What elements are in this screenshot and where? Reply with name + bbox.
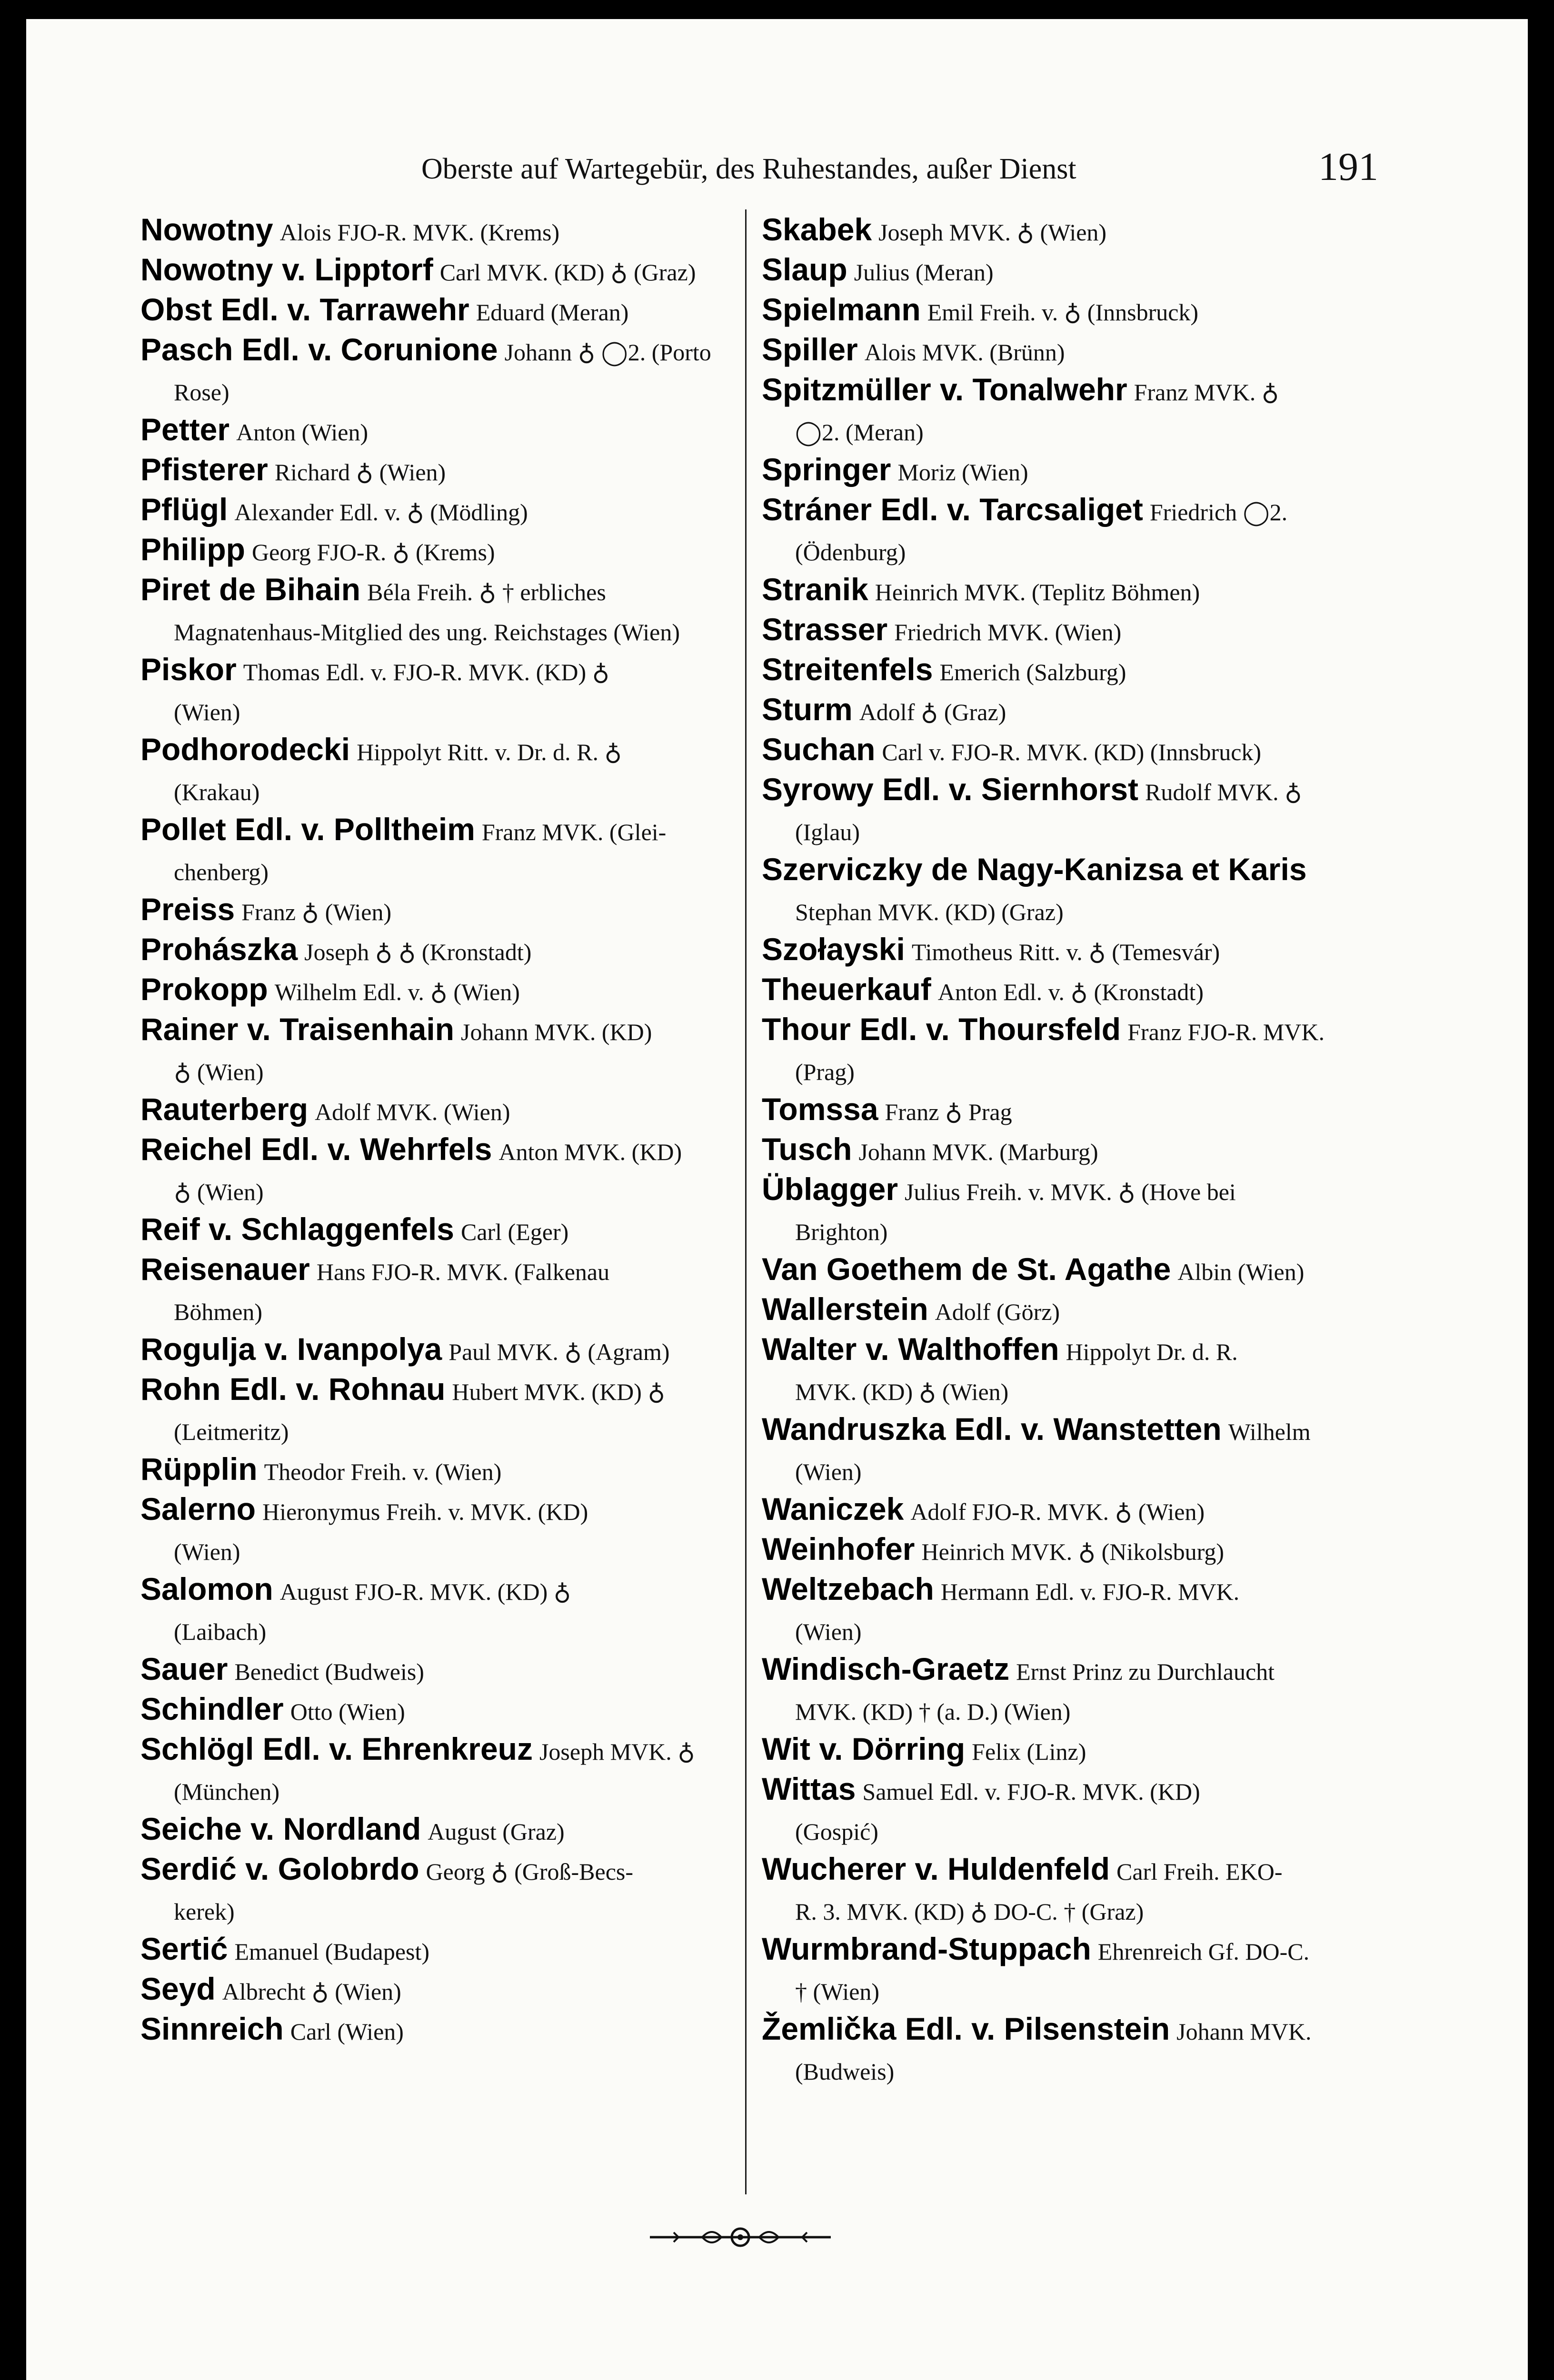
register-entry (140, 1209, 736, 1249)
register-entry (140, 649, 736, 729)
register-entry (762, 1929, 1357, 2009)
register-entry (140, 1449, 736, 1489)
entry-details: Anton MVK. (KD) (498, 1139, 682, 1165)
register-entry (762, 609, 1357, 649)
register-entry (762, 1129, 1357, 1169)
entry-name: Pflügl (140, 492, 228, 527)
entry-name: Tusch (762, 1131, 852, 1167)
entry-name: Philipp (140, 532, 245, 567)
entry-details: Adolf ♁ (Graz) (859, 699, 1006, 725)
register-entry (140, 1489, 736, 1569)
fleuron-ornament-icon (645, 2223, 836, 2251)
entry-name: Wallerstein (762, 1291, 928, 1327)
entry-details: Hippolyt Dr. d. R. (1066, 1339, 1238, 1365)
register-entry (762, 1569, 1357, 1649)
entry-continuation: (Leitmeritz) (174, 1418, 289, 1445)
register-entry (762, 1729, 1357, 1769)
entry-details: Adolf (Görz) (935, 1299, 1060, 1325)
entry-details: Wilhelm Edl. v. ♁ (Wien) (274, 979, 520, 1005)
register-entry (140, 1089, 736, 1129)
entry-name: Preiss (140, 892, 235, 927)
entry-details: Hubert MVK. (KD) ♁ (452, 1378, 665, 1405)
register-entry (140, 449, 736, 489)
entry-details: Carl (Wien) (290, 2018, 404, 2045)
entry-continuation: (Wien) (174, 1538, 240, 1565)
entry-continuation: ♁ (Wien) (174, 1179, 264, 1205)
register-entry (762, 1849, 1357, 1929)
entry-name: Rohn Edl. v. Rohnau (140, 1371, 446, 1407)
register-entry (140, 1729, 736, 1809)
register-entry (140, 1849, 736, 1929)
register-entry (762, 1769, 1357, 1849)
entry-details: Johann MVK. (KD) (461, 1019, 652, 1045)
register-entry (140, 809, 736, 889)
entry-name: Nowotny (140, 212, 273, 247)
entry-details: Johann ♁ ◯2. (Porto (504, 339, 711, 366)
entry-details: Johann MVK. (Marburg) (858, 1139, 1098, 1165)
left-column (140, 209, 736, 2049)
entry-name: Prohászka (140, 932, 298, 967)
register-entry (762, 1649, 1357, 1729)
register-entry (140, 1649, 736, 1689)
right-column (762, 209, 1357, 2089)
entry-continuation: Stephan MVK. (KD) (Graz) (795, 899, 1064, 925)
register-entry (762, 849, 1357, 929)
entry-details: Hieronymus Freih. v. MVK. (KD) (262, 1498, 588, 1525)
entry-name: Tomssa (762, 1091, 878, 1127)
entry-details: August FJO-R. MVK. (KD) ♁ (279, 1578, 571, 1605)
register-entry (140, 289, 736, 329)
entry-details: Adolf FJO-R. MVK. ♁ (Wien) (910, 1498, 1205, 1525)
register-entry (140, 329, 736, 409)
entry-name: Waniczek (762, 1491, 904, 1527)
entry-continuation: (Gospić) (795, 1818, 878, 1845)
entry-continuation: (Wien) (174, 699, 240, 725)
entry-name: Spiller (762, 332, 858, 367)
entry-name: Seyd (140, 1971, 216, 2006)
register-entry (140, 209, 736, 249)
register-entry (762, 569, 1357, 609)
register-entry (140, 409, 736, 449)
register-entry (140, 1329, 736, 1369)
entry-name: Syrowy Edl. v. Siernhorst (762, 772, 1139, 807)
entry-details: Carl Freih. EKO- (1116, 1858, 1283, 1885)
entry-details: Anton (Wien) (236, 419, 369, 446)
entry-details: Emanuel (Budapest) (234, 1938, 430, 1965)
entry-name: Rauterberg (140, 1091, 309, 1127)
register-entry (140, 529, 736, 569)
entry-details: Franz FJO-R. MVK. (1127, 1019, 1325, 1045)
entry-details: Franz MVK. ♁ (1134, 379, 1279, 406)
register-entry (140, 729, 736, 809)
entry-continuation: † (Wien) (795, 1978, 880, 2005)
column-divider (745, 209, 747, 2194)
entry-name: Slaup (762, 252, 847, 287)
entry-details: Friedrich ◯2. (1149, 499, 1288, 526)
register-entry (762, 1329, 1357, 1409)
entry-details: Benedict (Budweis) (234, 1658, 424, 1685)
entry-details: Samuel Edl. v. FJO-R. MVK. (KD) (862, 1778, 1200, 1805)
register-entry (762, 1409, 1357, 1489)
entry-name: Petter (140, 412, 230, 447)
entry-name: Wit v. Dörring (762, 1731, 966, 1766)
entry-continuation: (Iglau) (795, 819, 860, 845)
entry-continuation: MVK. (KD) ♁ (Wien) (795, 1378, 1009, 1405)
entry-continuation: kerek) (174, 1898, 235, 1925)
register-entry (762, 769, 1357, 849)
entry-details: Moriz (Wien) (897, 459, 1028, 486)
register-entry (140, 1569, 736, 1649)
entry-name: Podhorodecki (140, 732, 350, 767)
entry-name: Weltzebach (762, 1571, 934, 1606)
running-head: Oberste auf Wartegebür, des Ruhestandes, außer Dienst (421, 153, 1076, 185)
entry-continuation: chenberg) (174, 859, 269, 885)
entry-details: Alexander Edl. v. ♁ (Mödling) (234, 499, 528, 526)
register-entry (762, 1489, 1357, 1529)
entry-name: Thour Edl. v. Thoursfeld (762, 1012, 1121, 1047)
entry-continuation: (Ödenburg) (795, 539, 906, 565)
entry-details: Albin (Wien) (1177, 1259, 1305, 1285)
entry-name: Piret de Bihain (140, 572, 361, 607)
entry-details: Joseph ♁ ♁ (Kronstadt) (304, 939, 532, 965)
register-entry (762, 249, 1357, 289)
register-entry (762, 369, 1357, 449)
entry-name: Seiche v. Nordland (140, 1811, 421, 1846)
entry-details: Joseph MVK. ♁ (539, 1738, 695, 1765)
entry-continuation: (Prag) (795, 1059, 855, 1085)
register-entry (762, 1009, 1357, 1089)
register-entry (140, 969, 736, 1009)
register-entry (762, 209, 1357, 249)
register-entry (140, 1689, 736, 1729)
register-entry (140, 929, 736, 969)
entry-name: Žemlička Edl. v. Pilsenstein (762, 2011, 1170, 2046)
entry-details: Thomas Edl. v. FJO-R. MVK. (KD) ♁ (243, 659, 610, 685)
entry-details: Franz ♁ (Wien) (241, 899, 392, 925)
entry-details: Ehrenreich Gf. DO-C. (1097, 1938, 1310, 1965)
entry-details: Carl (Eger) (460, 1219, 569, 1245)
entry-details: Timotheus Ritt. v. ♁ (Temesvár) (911, 939, 1220, 965)
entry-name: Walter v. Walthoffen (762, 1331, 1059, 1367)
register-entry (762, 1249, 1357, 1289)
entry-continuation: Brighton) (795, 1219, 888, 1245)
entry-continuation: ◯2. (Meran) (795, 419, 924, 446)
entry-name: Wucherer v. Huldenfeld (762, 1851, 1110, 1886)
entry-details: Heinrich MVK. ♁ (Nikolsburg) (921, 1538, 1225, 1565)
entry-name: Nowotny v. Lipptorf (140, 252, 433, 287)
register-entry (762, 1169, 1357, 1249)
entry-continuation: Rose) (174, 379, 229, 406)
entry-name: Skabek (762, 212, 872, 247)
register-entry (140, 1009, 736, 1089)
entry-continuation: Magnatenhaus-Mitglied des ung. Reichstages (Wien) (174, 619, 680, 645)
entry-name: Suchan (762, 732, 876, 767)
register-entry (762, 729, 1357, 769)
entry-name: Windisch-Graetz (762, 1651, 1010, 1686)
register-entry (762, 929, 1357, 969)
entry-details: Anton Edl. v. ♁ (Kronstadt) (937, 979, 1204, 1005)
entry-details: Alois FJO-R. MVK. (Krems) (279, 219, 560, 246)
entry-details: Emerich (Salzburg) (939, 659, 1126, 685)
entry-continuation: MVK. (KD) † (a. D.) (Wien) (795, 1698, 1071, 1725)
entry-details: Franz ♁ Prag (885, 1099, 1012, 1125)
entry-continuation: (München) (174, 1778, 280, 1805)
entry-name: Reichel Edl. v. Wehrfels (140, 1131, 492, 1167)
entry-name: Reisenauer (140, 1251, 310, 1287)
entry-name: Sturm (762, 692, 853, 727)
entry-name: Stranik (762, 572, 868, 607)
entry-name: Spitzmüller v. Tonalwehr (762, 372, 1127, 407)
entry-details: Hermann Edl. v. FJO-R. MVK. (940, 1578, 1240, 1605)
register-entry (140, 1369, 736, 1449)
register-entry (762, 2009, 1357, 2089)
entry-continuation: Böhmen) (174, 1299, 263, 1325)
entry-name: Pollet Edl. v. Polltheim (140, 812, 475, 847)
register-entry (140, 1969, 736, 2009)
register-entry (762, 1289, 1357, 1329)
entry-name: Springer (762, 452, 891, 487)
register-entry (762, 649, 1357, 689)
entry-name: Rüpplin (140, 1451, 258, 1487)
entry-details: Joseph MVK. ♁ (Wien) (878, 219, 1107, 246)
entry-continuation: (Wien) (795, 1618, 862, 1645)
entry-details: Ernst Prinz zu Durchlaucht (1016, 1658, 1275, 1685)
page-number: 191 (1318, 145, 1378, 189)
register-entry (140, 249, 736, 289)
entry-details: Johann MVK. (1176, 2018, 1312, 2045)
entry-name: Szerviczky de Nagy-Kanizsa et Karis (762, 852, 1307, 887)
book-page (26, 19, 1528, 2380)
entry-continuation: ♁ (Wien) (174, 1059, 264, 1085)
entry-name: Piskor (140, 652, 237, 687)
entry-name: Reif v. Schlaggenfels (140, 1211, 454, 1247)
entry-details: Paul MVK. ♁ (Agram) (448, 1339, 670, 1365)
register-entry (762, 689, 1357, 729)
entry-name: Sauer (140, 1651, 228, 1686)
entry-name: Wittas (762, 1771, 856, 1806)
entry-name: Wurmbrand-Stuppach (762, 1931, 1091, 1966)
entry-details: Carl v. FJO-R. MVK. (KD) (Innsbruck) (882, 739, 1262, 765)
register-entry (140, 1809, 736, 1849)
entry-details: Hippolyt Ritt. v. Dr. d. R. ♁ (357, 739, 622, 765)
entry-name: Salomon (140, 1571, 273, 1606)
entry-details: Béla Freih. ♁ † erbliches (367, 579, 606, 605)
entry-name: Wandruszka Edl. v. Wanstetten (762, 1411, 1222, 1447)
entry-details: Julius (Meran) (854, 259, 994, 286)
entry-details: Richard ♁ (Wien) (274, 459, 446, 486)
entry-details: Wilhelm (1228, 1418, 1311, 1445)
entry-continuation: (Wien) (795, 1458, 862, 1485)
entry-name: Stráner Edl. v. Tarcsaliget (762, 492, 1143, 527)
register-entry (762, 969, 1357, 1009)
register-entry (762, 1089, 1357, 1129)
entry-details: Julius Freih. v. MVK. ♁ (Hove bei (905, 1179, 1236, 1205)
register-entry (762, 329, 1357, 369)
entry-name: Spielmann (762, 292, 921, 327)
entry-details: Heinrich MVK. (Teplitz Böhmen) (875, 579, 1200, 605)
entry-name: Üblagger (762, 1171, 898, 1207)
register-entry (140, 2009, 736, 2049)
entry-continuation: R. 3. MVK. (KD) ♁ DO-C. † (Graz) (795, 1898, 1144, 1925)
ornament-fleuron (645, 2223, 836, 2251)
register-entry (140, 569, 736, 649)
register-entry (140, 1129, 736, 1209)
entry-continuation: (Krakau) (174, 779, 260, 805)
entry-details: Eduard (Meran) (476, 299, 629, 326)
entry-name: Sertić (140, 1931, 228, 1966)
entry-name: Prokopp (140, 972, 268, 1007)
entry-details: Otto (Wien) (290, 1698, 405, 1725)
entry-name: Szołayski (762, 932, 905, 967)
entry-name: Pasch Edl. v. Corunione (140, 332, 498, 367)
entry-name: Weinhofer (762, 1531, 915, 1567)
entry-name: Theuerkauf (762, 972, 931, 1007)
page-header (136, 144, 1378, 201)
entry-name: Schlögl Edl. v. Ehrenkreuz (140, 1731, 533, 1766)
entry-name: Schindler (140, 1691, 284, 1726)
entry-details: Georg ♁ (Groß-Becs- (426, 1858, 634, 1885)
entry-continuation: (Budweis) (795, 2058, 895, 2085)
entry-name: Rainer v. Traisenhain (140, 1012, 455, 1047)
entry-name: Salerno (140, 1491, 256, 1527)
entry-details: August (Graz) (428, 1818, 565, 1845)
register-entry (762, 489, 1357, 569)
entry-name: Van Goethem de St. Agathe (762, 1251, 1171, 1287)
entry-details: Hans FJO-R. MVK. (Falkenau (316, 1259, 610, 1285)
entry-details: Theodor Freih. v. (Wien) (264, 1458, 502, 1485)
register-entry (140, 889, 736, 929)
entry-details: Emil Freih. v. ♁ (Innsbruck) (927, 299, 1199, 326)
entry-name: Serdić v. Golobrdo (140, 1851, 419, 1886)
entry-details: Felix (Linz) (972, 1738, 1086, 1765)
register-entry (140, 489, 736, 529)
register-entry (762, 289, 1357, 329)
entry-details: Georg FJO-R. ♁ (Krems) (251, 539, 495, 565)
entry-details: Friedrich MVK. (Wien) (894, 619, 1122, 645)
register-entry (140, 1249, 736, 1329)
entry-name: Streitenfels (762, 652, 933, 687)
entry-details: Alois MVK. (Brünn) (864, 339, 1065, 366)
entry-name: Strasser (762, 612, 888, 647)
entry-continuation: (Laibach) (174, 1618, 267, 1645)
register-entry (140, 1929, 736, 1969)
entry-details: Franz MVK. (Glei- (481, 819, 667, 845)
entry-details: Rudolf MVK. ♁ (1145, 779, 1302, 805)
register-entry (762, 449, 1357, 489)
entry-details: Carl MVK. (KD) ♁ (Graz) (439, 259, 696, 286)
register-entry (762, 1529, 1357, 1569)
entry-name: Obst Edl. v. Tarrawehr (140, 292, 469, 327)
entry-name: Rogulja v. Ivanpolya (140, 1331, 442, 1367)
entry-details: Albrecht ♁ (Wien) (222, 1978, 401, 2005)
entry-name: Pfisterer (140, 452, 268, 487)
entry-details: Adolf MVK. (Wien) (315, 1099, 510, 1125)
entry-name: Sinnreich (140, 2011, 284, 2046)
